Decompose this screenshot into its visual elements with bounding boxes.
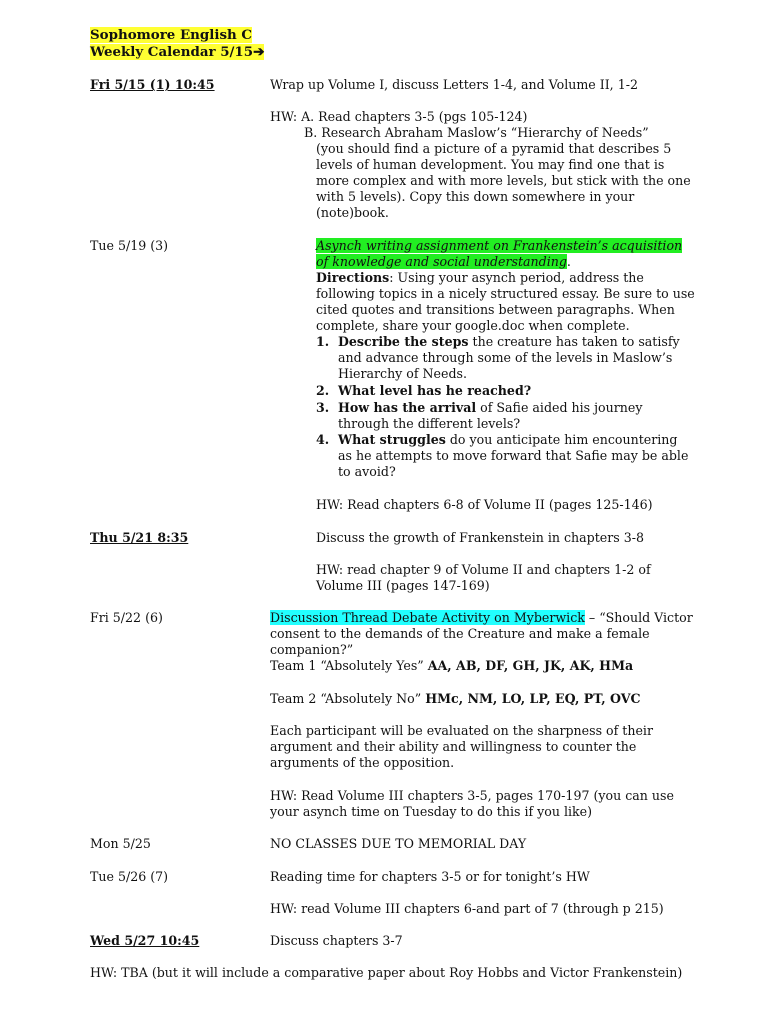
directions-line: cited quotes and transitions between paragraphs. When — [316, 302, 675, 317]
list-item: 3. How has the arrival of Safie aided his journey — [316, 400, 643, 415]
page-subtitle: Weekly Calendar 5/15➔ — [90, 44, 265, 60]
team-1: Team 1 “Absolutely Yes” AA, AB, DF, GH, JK, AK, HMa — [270, 658, 634, 673]
hw-b-text-line: (note)book. — [316, 205, 389, 220]
debate-highlight: Discussion Thread Debate Activity on Myberwick — [270, 610, 585, 625]
directions-line: complete, share your google.doc when complete. — [316, 318, 630, 333]
debate-line: companion?” — [270, 642, 354, 657]
page-title: Sophomore English C — [90, 27, 253, 43]
hw-thu-521-cont: Volume III (pages 147-169) — [316, 578, 490, 593]
directions-line — [316, 270, 644, 286]
activity-tue-526: Reading time for chapters 3-5 or for tonight’s HW — [270, 869, 590, 884]
debate-line: Discussion Thread Debate Activity on Myberwick – “Should Victor — [270, 610, 693, 625]
footer-hw: HW: TBA (but it will include a comparative paper about Roy Hobbs and Victor Frankenstein) — [90, 965, 683, 980]
hw-tue-519: HW: Read chapters 6-8 of Volume II (pages 125-146) — [316, 497, 653, 512]
date-fri-522: Fri 5/22 (6) — [90, 610, 163, 625]
asynch-period: . — [566, 254, 571, 269]
hw-fri-522: HW: Read Volume III chapters 3-5, pages 170-197 (you can use — [270, 788, 674, 803]
list-item-cont: through the different levels? — [338, 416, 521, 431]
list-item: 1. Describe the steps the creature has taken to satisfy — [316, 334, 680, 349]
hw-b-text-line: (you should find a picture of a pyramid that describes 5 — [316, 141, 672, 156]
hw-b-text-line: levels of human development. You may find one that is — [316, 157, 665, 172]
directions-text: : Using your asynch period, address the — [389, 270, 644, 285]
activity-wed-527: Discuss chapters 3-7 — [270, 933, 403, 948]
asynch-highlight-2: of knowledge and social understanding — [316, 254, 567, 269]
date-wed-527: Wed 5/27 10:45 — [90, 933, 200, 948]
list-item: 2. What level has he reached? — [316, 383, 532, 398]
hw-b-fri-515: B. Research Abraham Maslow’s “Hierarchy of Needs” — [304, 125, 649, 140]
hw-b-text-line: with 5 levels). Copy this down somewhere in your — [316, 189, 635, 204]
team-1-members: AA, AB, DF, GH, JK, AK, HMa — [427, 658, 634, 673]
date-fri-515: Fri 5/15 (1) 10:45 — [90, 77, 215, 92]
activity-fri-515: Wrap up Volume I, discuss Letters 1-4, and Volume II, 1-2 — [270, 77, 638, 92]
team-2: Team 2 “Absolutely No” HMc, NM, LO, LP, EQ, PT, OVC — [270, 691, 641, 706]
asynch-assignment-line — [316, 254, 571, 270]
hw-tue-526: HW: read Volume III chapters 6-and part of 7 (through p 215) — [270, 901, 664, 916]
hw-a-fri-515: HW: A. Read chapters 3-5 (pgs 105-124) — [270, 109, 528, 124]
list-item-cont: to avoid? — [338, 464, 396, 479]
hw-fri-522-cont: your asynch time on Tuesday to do this if you like) — [270, 804, 593, 819]
activity-thu-521: Discuss the growth of Frankenstein in chapters 3-8 — [316, 530, 645, 545]
date-thu-521: Thu 5/21 8:35 — [90, 530, 189, 545]
activity-mon-525: NO CLASSES DUE TO MEMORIAL DAY — [270, 836, 527, 851]
hw-b-text-line: more complex and with more levels, but stick with the one — [316, 173, 691, 188]
asynch-highlight-1: Asynch writing assignment on Frankenstein’s acquisition — [316, 238, 683, 253]
date-tue-526: Tue 5/26 (7) — [90, 869, 169, 884]
date-tue-519: Tue 5/19 (3) — [90, 238, 169, 253]
directions-label: Directions — [316, 270, 390, 285]
list-item-cont: as he attempts to move forward that Safie may be able — [338, 448, 689, 463]
team-2-members: HMc, NM, LO, LP, EQ, PT, OVC — [425, 691, 641, 706]
debate-line: consent to the demands of the Creature and make a female — [270, 626, 650, 641]
evaluation-line: argument and their ability and willingness to counter the — [270, 739, 637, 754]
evaluation-line: Each participant will be evaluated on the sharpness of their — [270, 723, 653, 738]
list-item-cont: and advance through some of the levels in Maslow’s — [338, 350, 673, 365]
list-item: 4. What struggles do you anticipate him encountering — [316, 432, 678, 447]
date-mon-525: Mon 5/25 — [90, 836, 151, 851]
evaluation-line: arguments of the opposition. — [270, 755, 455, 770]
hw-thu-521: HW: read chapter 9 of Volume II and chapters 1-2 of — [316, 562, 651, 577]
list-item-cont: Hierarchy of Needs. — [338, 366, 467, 381]
asynch-assignment-line — [316, 238, 682, 254]
directions-line: following topics in a nicely structured essay. Be sure to use — [316, 286, 695, 301]
